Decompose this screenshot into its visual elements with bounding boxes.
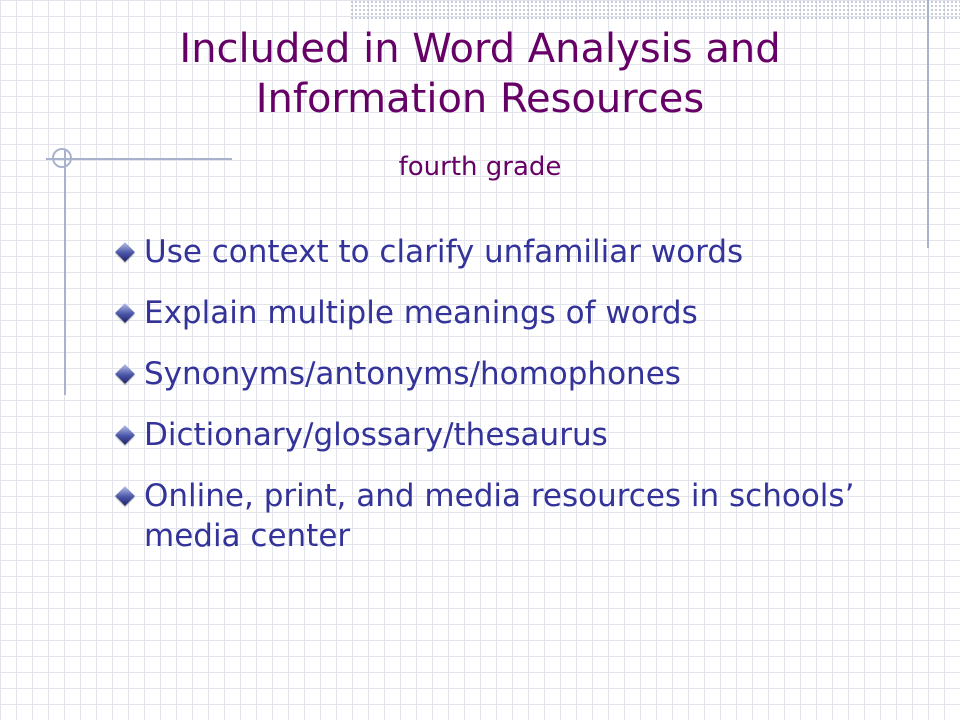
title-line-2: Information Resources bbox=[255, 76, 705, 122]
bullet-text: Explain multiple meanings of words bbox=[144, 295, 698, 331]
right-vertical-rule bbox=[927, 0, 929, 248]
bullet-item bbox=[116, 293, 876, 333]
bullet-item bbox=[116, 354, 876, 394]
left-vertical-rule bbox=[64, 150, 66, 395]
bullet-text: Synonyms/antonyms/homophones bbox=[144, 356, 681, 392]
diamond-bullet-icon bbox=[115, 303, 135, 323]
diamond-bullet-icon bbox=[115, 486, 135, 506]
slide-title bbox=[60, 24, 900, 124]
diamond-bullet-icon bbox=[115, 242, 135, 262]
bullet-item bbox=[116, 232, 876, 272]
bullet-list bbox=[116, 232, 876, 577]
title-line-1: Included in Word Analysis and bbox=[179, 26, 781, 72]
bullet-item bbox=[116, 415, 876, 455]
bullet-text: Dictionary/glossary/thesaurus bbox=[144, 417, 608, 453]
bullet-text: Use context to clarify unfamiliar words bbox=[144, 234, 744, 270]
slide-subtitle: fourth grade bbox=[398, 152, 562, 182]
bullet-item bbox=[116, 476, 876, 556]
diamond-bullet-icon bbox=[115, 425, 135, 445]
bullet-text: Online, print, and media resources in schools’ media center bbox=[144, 478, 855, 554]
diamond-bullet-icon bbox=[115, 364, 135, 384]
dotted-band-decoration bbox=[350, 0, 960, 20]
